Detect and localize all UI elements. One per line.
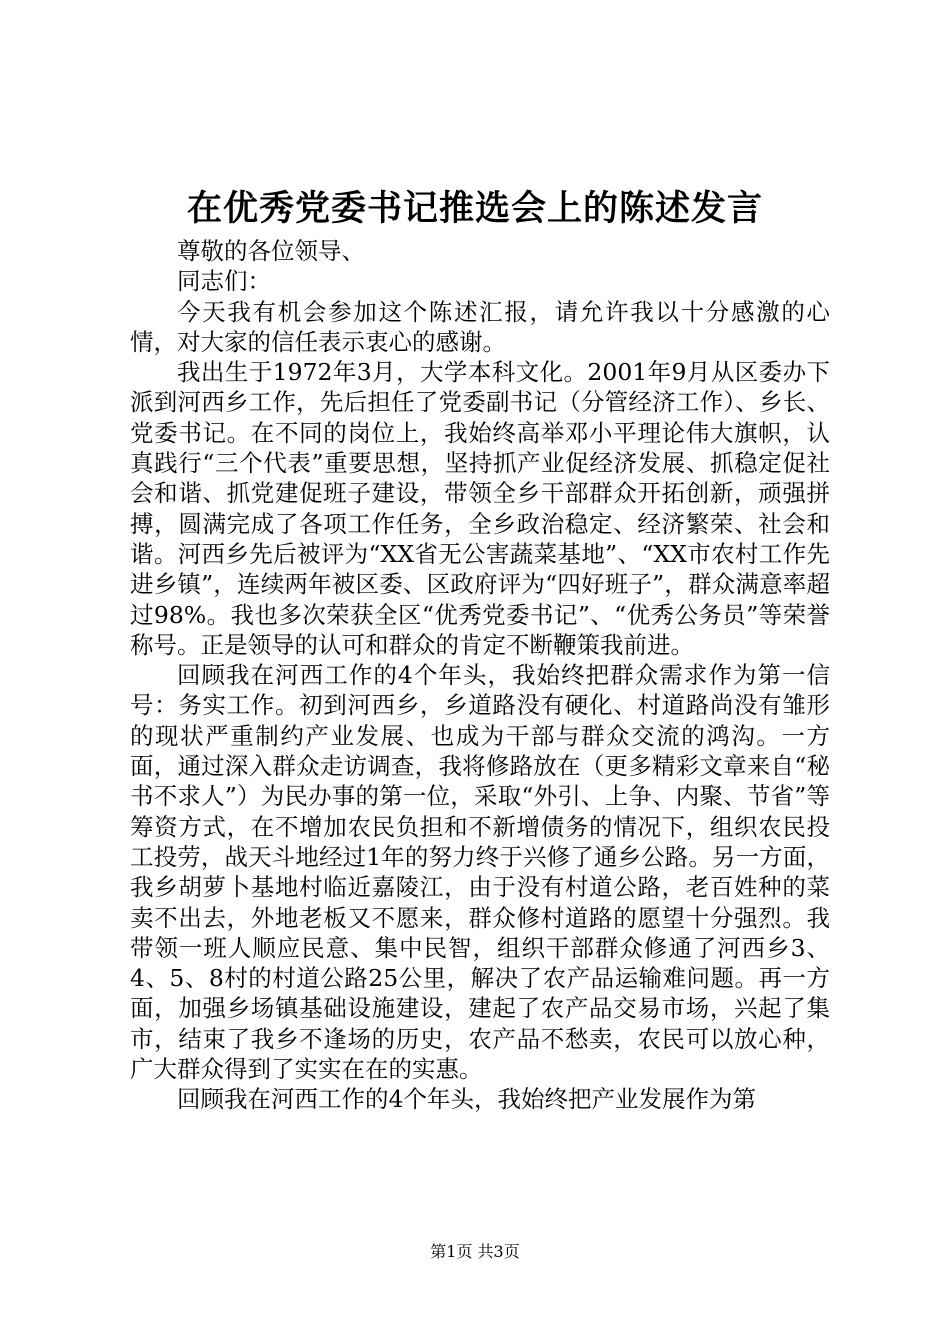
salutation-line: 尊敬的各位领导、 bbox=[177, 237, 365, 265]
document-body bbox=[130, 236, 830, 1115]
salutation-line: 同志们： bbox=[177, 267, 271, 296]
body-paragraph: 回顾我在河西工作的4个年头，我始终把产业发展作为第 bbox=[177, 1085, 756, 1114]
document-title: 在优秀党委书记推选会上的陈述发言 bbox=[186, 188, 763, 229]
page-number-footer: 第1页 共3页 bbox=[430, 1242, 520, 1261]
body-paragraph: 今天我有机会参加这个陈述汇报，请允许我以十分感激的心情，对大家的信任表示衷心的感谢。 bbox=[130, 297, 830, 356]
body-paragraph: 回顾我在河西工作的4个年头，我始终把群众需求作为第一信号：务实工作。初到河西乡，乡道路没有硬化、村道路尚没有雏形的现状严重制约产业发展、也成为干部与群众交流的鸿沟。一方面，通过深入群众走访调查，我将修路放在（更多精彩文章来自“秘书不求人”）为民办事的第一位，采取“外引、上争、内聚、节省”等筹资方式，在不增加农民负担和不新增债务的情况下，组织农民投工投劳，战天斗地经过1年的努力终于兴修了通乡公路。另一方面，我乡胡萝卜基地村临近嘉陵江，由于没有村道公路，老百姓种的菜卖不出去，外地老板又不愿来，群众修村道路的愿望十分强烈。我带领一班人顺应民意、集中民智，组织干部群众修通了河西乡3、4、5、8村的村道公路25公里，解决了农产品运输难问题。再一方面，加强乡场镇基础设施建设，建起了农产品交易市场，兴起了集市，结束了我乡不逢场的历史，农产品不愁卖，农民可以放心种，广大群众得到了实实在在的实惠。 bbox=[130, 661, 830, 1084]
body-paragraph: 我出生于1972年3月，大学本科文化。2001年9月从区委办下派到河西乡工作，先后担任了党委副书记（分管经济工作）、乡长、党委书记。在不同的岗位上，我始终高举邓小平理论伟大旗帜，认真践行“三个代表”重要思想，坚持抓产业促经济发展、抓稳定促社会和谐、抓党建促班子建设，带领全乡干部群众开拓创新，顽强拼搏，圆满完成了各项工作任务，全乡政治稳定、经济繁荣、社会和谐。河西乡先后被评为“XX省无公害蔬菜基地”、“XX市农村工作先进乡镇”，连续两年被区委、区政府评为“四好班子”，群众满意率超过98%。我也多次荣获全区“优秀党委书记”、“优秀公务员”等荣誉称号。正是领导的认可和群众的肯定不断鞭策我前进。 bbox=[130, 358, 830, 659]
